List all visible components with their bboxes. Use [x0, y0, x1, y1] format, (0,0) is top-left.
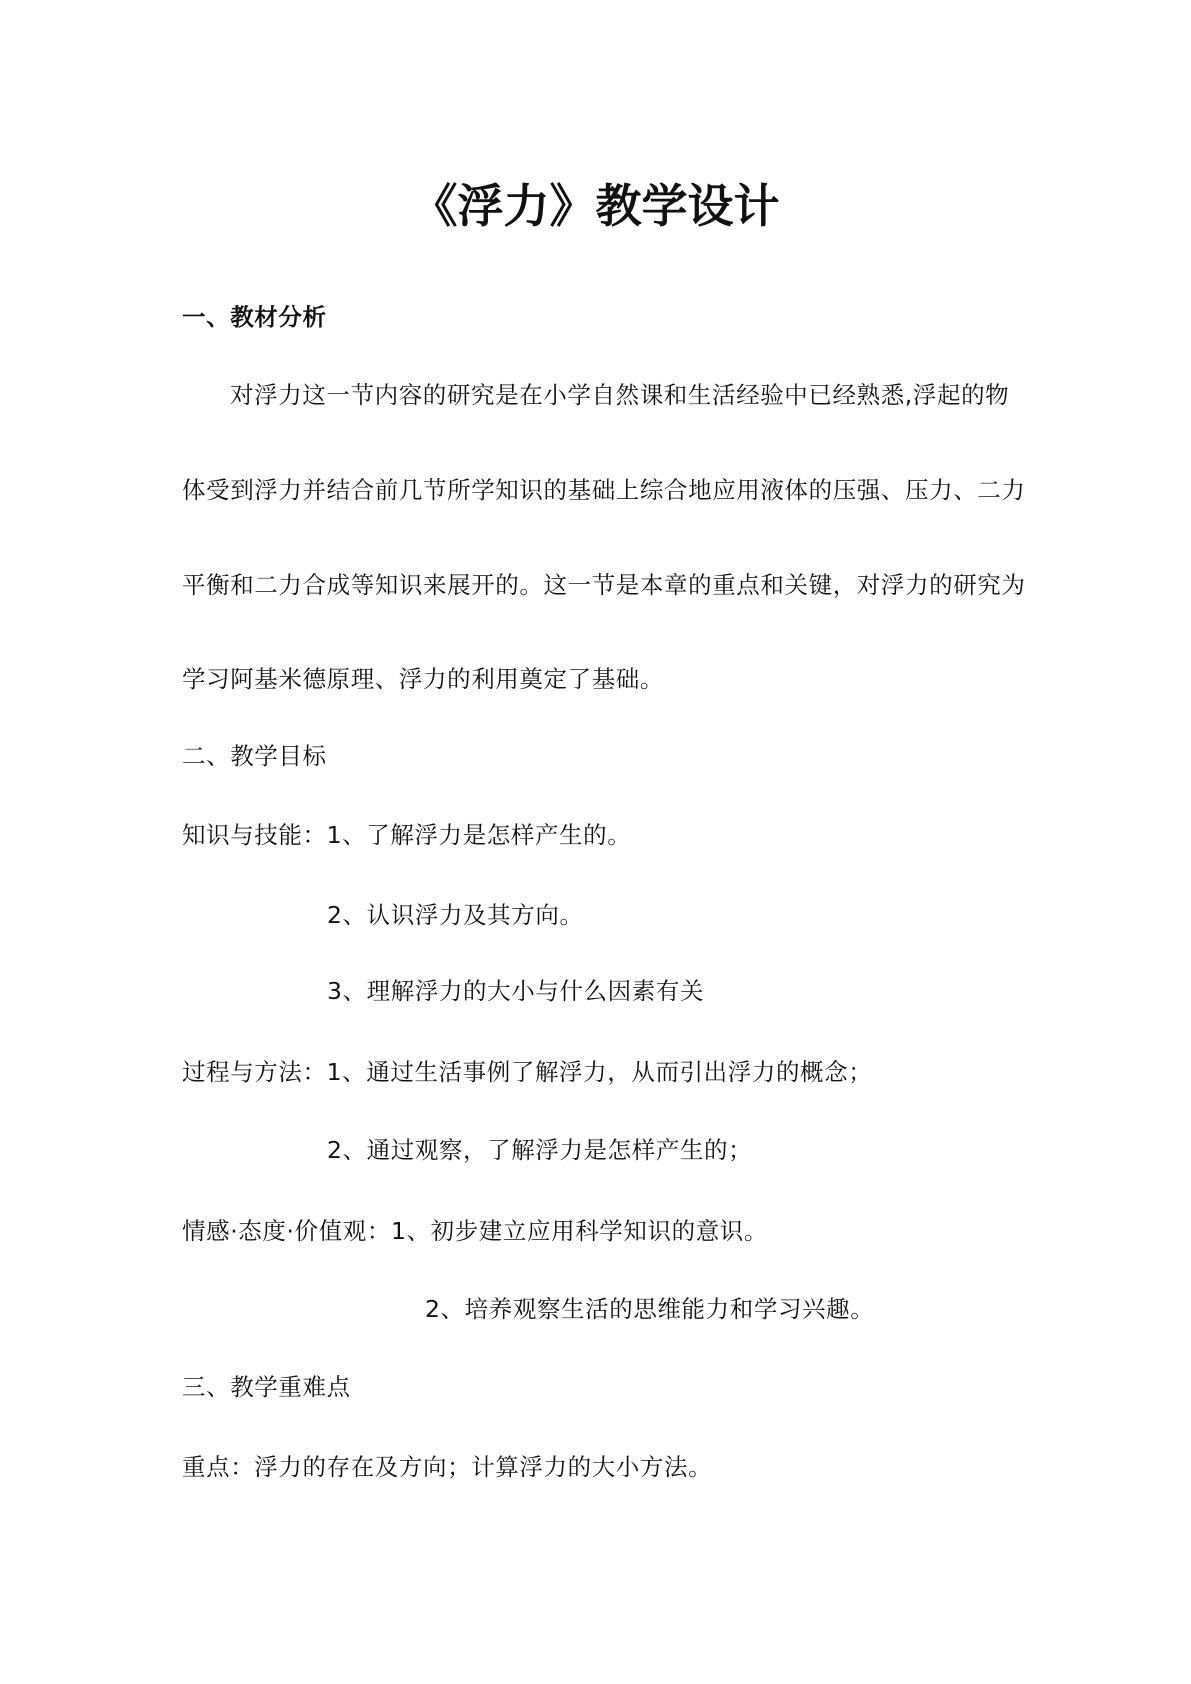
objective-line: 2、培养观察生活的思维能力和学习兴趣。: [425, 1295, 875, 1323]
page-title: 《浮力》教学设计: [411, 179, 780, 233]
objective-line: 情感·态度·价值观：1、初步建立应用科学知识的意识。: [182, 1217, 768, 1245]
section-heading-objectives: 二、教学目标: [182, 742, 327, 770]
section-heading-key-points: 三、教学重难点: [182, 1373, 351, 1401]
objective-line: 3、理解浮力的大小与什么因素有关: [327, 977, 705, 1005]
objective-line: 知识与技能：1、了解浮力是怎样产生的。: [182, 821, 632, 849]
key-point-line: 重点：浮力的存在及方向；计算浮力的大小方法。: [182, 1453, 713, 1481]
paragraph-line: 平衡和二力合成等知识来展开的。这一节是本章的重点和关键，对浮力的研究为: [182, 571, 1026, 599]
objective-line: 2、认识浮力及其方向。: [327, 901, 584, 929]
paragraph-line: 体受到浮力并结合前几节所学知识的基础上综合地应用液体的压强、压力、二力: [182, 476, 1026, 504]
paragraph-line: 学习阿基米德原理、浮力的利用奠定了基础。: [182, 665, 664, 693]
objective-line: 2、通过观察，了解浮力是怎样产生的；: [327, 1136, 753, 1164]
section-heading-materials: 一、教材分析: [182, 303, 327, 331]
objective-line: 过程与方法：1、通过生活事例了解浮力，从而引出浮力的概念；: [182, 1058, 873, 1086]
paragraph-line: 对浮力这一节内容的研究是在小学自然课和生活经验中已经熟悉,浮起的物: [230, 381, 1010, 409]
